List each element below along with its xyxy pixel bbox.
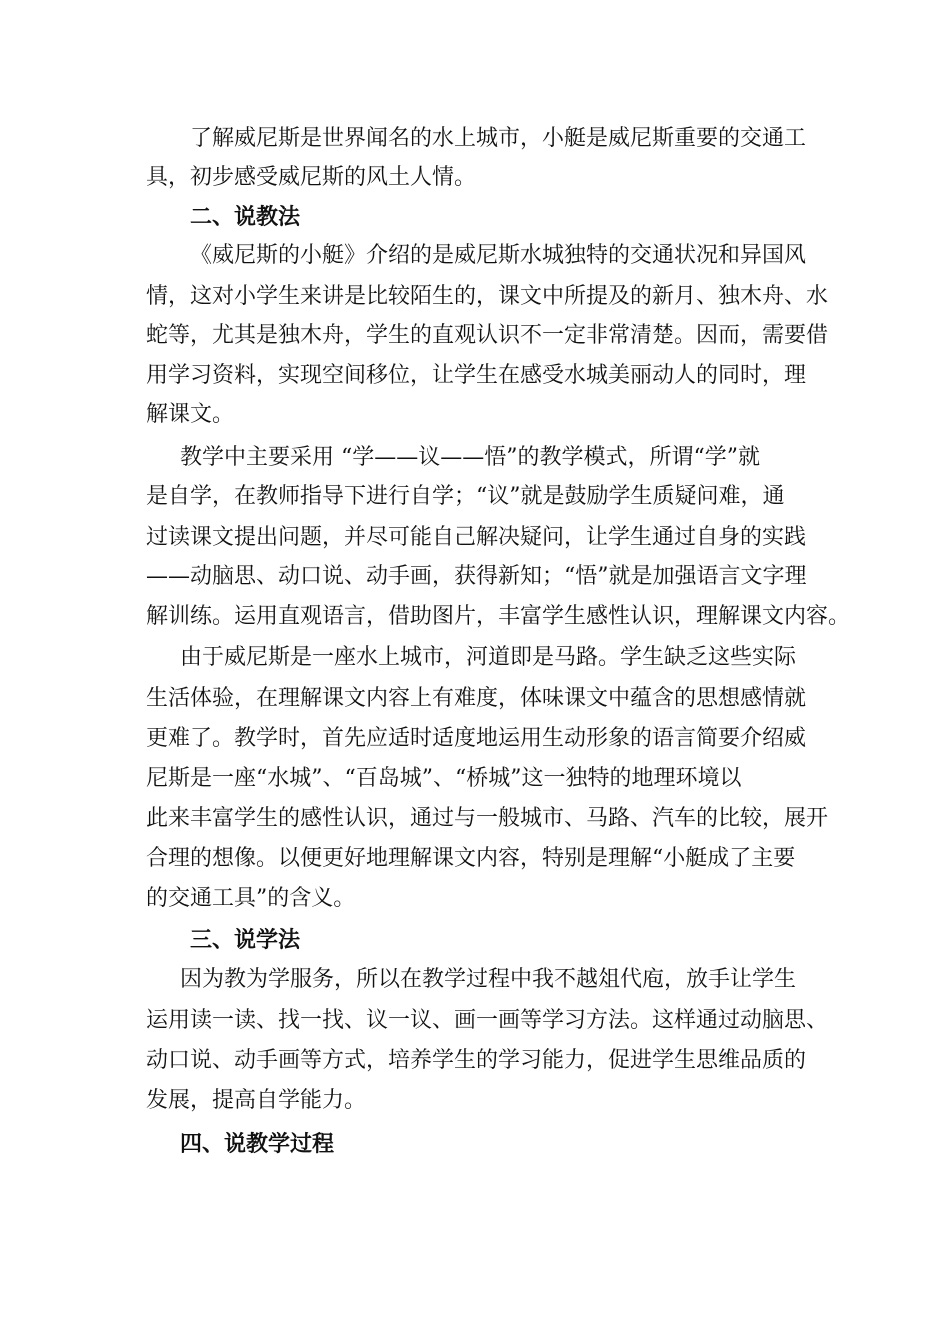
text-line: 《威尼斯的小艇》介绍的是威尼斯水城独特的交通状况和异国风 — [190, 243, 807, 268]
text-line: 合理的想像。以便更好地理解课文内容，特别是理解“小艇成了主要 — [146, 846, 796, 871]
section-heading-learning-method: 三、说学法 — [190, 927, 301, 953]
text-line: 的交通工具”的含义。 — [146, 886, 356, 911]
text-line: 由于威尼斯是一座水上城市，河道即是马路。学生缺乏这些实际 — [180, 645, 797, 670]
text-line: 用学习资料，实现空间移位，让学生在感受水城美丽动人的同时，理 — [146, 363, 807, 388]
text-line: 运用读一读、找一找、议一议、画一画等学习方法。这样通过动脑思、 — [146, 1008, 829, 1033]
text-line: 尼斯是一座“水城”、“百岛城”、“桥城”这一独特的地理环境以 — [146, 766, 742, 791]
text-line: 因为教为学服务，所以在教学过程中我不越俎代庖，放手让学生 — [180, 967, 797, 992]
text-line: 具，初步感受威尼斯的风土人情。 — [146, 165, 477, 190]
section-heading-teaching-method: 二、说教法 — [190, 204, 301, 230]
text-line: 了解威尼斯是世界闻名的水上城市，小艇是威尼斯重要的交通工 — [190, 126, 807, 151]
text-line: 更难了。教学时，首先应适时适度地运用生动形象的语言简要介绍威 — [146, 726, 807, 751]
text-line: 教学中主要采用 “学——议——悟”的教学模式，所谓“学”就 — [180, 445, 760, 470]
section-heading-teaching-process: 四、说教学过程 — [180, 1131, 335, 1157]
text-line: 动口说、动手画等方式，培养学生的学习能力，促进学生思维品质的 — [146, 1048, 807, 1073]
text-line: 发展，提高自学能力。 — [146, 1088, 367, 1113]
text-line: ——动脑思、动口说、动手画，获得新知；“悟”就是加强语言文字理 — [146, 564, 807, 589]
text-line: 是自学，在教师指导下进行自学；“议”就是鼓励学生质疑问难，通 — [146, 484, 785, 509]
text-line: 此来丰富学生的感性认识，通过与一般城市、马路、汽车的比较，展开 — [146, 806, 829, 831]
text-line: 解课文。 — [146, 402, 235, 427]
text-line: 生活体验，在理解课文内容上有难度，体味课文中蕴含的思想感情就 — [146, 686, 807, 711]
text-line: 情，这对小学生来讲是比较陌生的，课文中所提及的新月、独木舟、水 — [146, 284, 829, 309]
text-line: 蛇等，尤其是独木舟，学生的直观认识不一定非常清楚。因而，需要借 — [146, 323, 829, 348]
text-line: 过读课文提出问题，并尽可能自己解决疑问，让学生通过自身的实践 — [146, 525, 807, 550]
text-line: 解训练。运用直观语言，借助图片，丰富学生感性认识，理解课文内容。 — [146, 604, 851, 629]
